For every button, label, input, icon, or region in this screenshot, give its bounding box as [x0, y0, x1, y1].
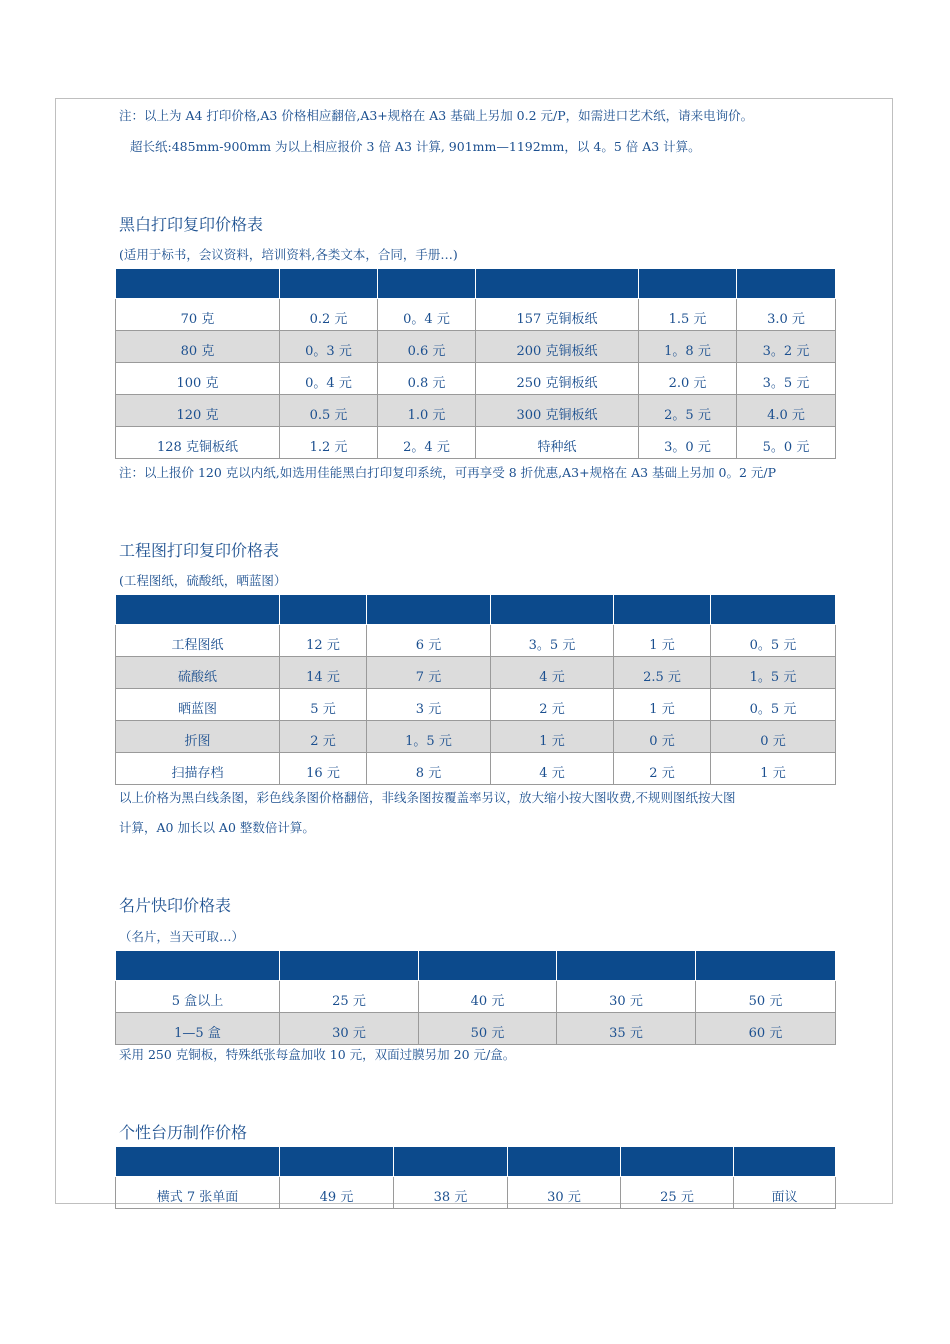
table-cell: 4 元 — [491, 753, 614, 785]
table-cell: 晒蓝图 — [116, 689, 280, 721]
table-cell: 1。5 元 — [711, 657, 836, 689]
table-cell: 40 元 — [419, 981, 557, 1013]
table-cell: 1.5 元 — [639, 299, 737, 331]
table-header-row — [116, 951, 836, 981]
table-cell: 3.0 元 — [737, 299, 836, 331]
table-cell: 0 元 — [711, 721, 836, 753]
table-cell: 0.5 元 — [280, 395, 378, 427]
header-cell — [508, 1147, 621, 1177]
header-cell — [557, 951, 696, 981]
eng-title: 工程图打印复印价格表 — [119, 541, 280, 560]
table-cell: 5 盒以上 — [116, 981, 280, 1013]
bw-title: 黑白打印复印价格表 — [119, 215, 264, 234]
header-cell — [476, 269, 639, 299]
table-cell: 2.0 元 — [639, 363, 737, 395]
header-cell — [280, 1147, 394, 1177]
table-cell: 6 元 — [367, 625, 491, 657]
top-note-2: 超长纸:485mm-900mm 为以上相应报价 3 倍 A3 计算, 901mm—1192mm，以 4。5 倍 A3 计算。 — [130, 139, 701, 154]
table-row — [116, 721, 836, 753]
table-cell: 2.5 元 — [614, 657, 711, 689]
header-cell — [491, 595, 614, 625]
table-cell: 120 克 — [116, 395, 280, 427]
table-row — [116, 981, 836, 1013]
table-row — [116, 625, 836, 657]
table-cell: 8 元 — [367, 753, 491, 785]
table-row — [116, 657, 836, 689]
table-row — [116, 331, 836, 363]
table-cell: 0.8 元 — [378, 363, 476, 395]
header-cell — [378, 269, 476, 299]
table-cell: 50 元 — [419, 1013, 557, 1045]
table-cell: 1。8 元 — [639, 331, 737, 363]
table-cell: 3。5 元 — [737, 363, 836, 395]
header-cell — [116, 595, 280, 625]
header-cell — [734, 1147, 836, 1177]
table-cell: 100 克 — [116, 363, 280, 395]
header-cell — [711, 595, 836, 625]
eng-subtitle: (工程图纸，硫酸纸，晒蓝图） — [119, 573, 287, 588]
table-row — [116, 299, 836, 331]
table-cell: 4.0 元 — [737, 395, 836, 427]
table-cell: 3。5 元 — [491, 625, 614, 657]
table-row — [116, 1177, 836, 1209]
header-cell — [419, 951, 557, 981]
table-cell: 2。4 元 — [378, 427, 476, 459]
table-cell: 25 元 — [621, 1177, 734, 1209]
header-cell — [696, 951, 836, 981]
table-row — [116, 753, 836, 785]
header-cell — [116, 1147, 280, 1177]
header-cell — [621, 1147, 734, 1177]
table-cell: 0。4 元 — [280, 363, 378, 395]
table-cell: 硫酸纸 — [116, 657, 280, 689]
table-cell: 特种纸 — [476, 427, 639, 459]
table-row — [116, 395, 836, 427]
table-cell: 1 元 — [491, 721, 614, 753]
table-cell: 128 克铜板纸 — [116, 427, 280, 459]
table-header-row — [116, 1147, 836, 1177]
table-cell: 折图 — [116, 721, 280, 753]
table-row — [116, 363, 836, 395]
table-cell: 30 元 — [557, 981, 696, 1013]
table-row — [116, 427, 836, 459]
table-cell: 157 克铜板纸 — [476, 299, 639, 331]
table-header-row — [116, 595, 836, 625]
table-cell: 80 克 — [116, 331, 280, 363]
card-price-table — [115, 950, 836, 1045]
table-cell: 70 克 — [116, 299, 280, 331]
table-cell: 1.0 元 — [378, 395, 476, 427]
table-cell: 0。3 元 — [280, 331, 378, 363]
table-cell: 0 元 — [614, 721, 711, 753]
eng-note-line-1: 以上价格为黑白线条图，彩色线条图价格翻倍，非线条图按覆盖率另议，放大缩小按大图收费,不规则图纸按大图 — [119, 790, 736, 805]
table-cell: 49 元 — [280, 1177, 394, 1209]
header-cell — [280, 595, 367, 625]
calendar-price-table — [115, 1146, 836, 1209]
table-cell: 4 元 — [491, 657, 614, 689]
table-cell: 2。5 元 — [639, 395, 737, 427]
table-cell: 5 元 — [280, 689, 367, 721]
eng-note-line-2: 计算，A0 加长以 A0 整数倍计算。 — [119, 820, 315, 835]
table-cell: 0。5 元 — [711, 625, 836, 657]
table-cell: 1.2 元 — [280, 427, 378, 459]
table-cell: 5。0 元 — [737, 427, 836, 459]
table-cell: 14 元 — [280, 657, 367, 689]
table-cell: 0.2 元 — [280, 299, 378, 331]
header-cell — [280, 951, 419, 981]
table-cell: 0。5 元 — [711, 689, 836, 721]
header-cell — [737, 269, 836, 299]
eng-price-table — [115, 594, 836, 785]
table-cell: 2 元 — [280, 721, 367, 753]
table-cell: 38 元 — [394, 1177, 508, 1209]
card-title: 名片快印价格表 — [119, 896, 232, 915]
bw-note: 注：以上报价 120 克以内纸,如选用佳能黑白打印复印系统，可再享受 8 折优惠,A3+规格在 A3 基础上另加 0。2 元/P — [119, 465, 777, 480]
table-cell: 0.6 元 — [378, 331, 476, 363]
table-cell: 0。4 元 — [378, 299, 476, 331]
table-cell: 2 元 — [614, 753, 711, 785]
table-row — [116, 1013, 836, 1045]
table-cell: 面议 — [734, 1177, 836, 1209]
table-cell: 3。0 元 — [639, 427, 737, 459]
table-cell: 30 元 — [280, 1013, 419, 1045]
card-subtitle: （名片，当天可取…） — [119, 929, 245, 944]
table-cell: 16 元 — [280, 753, 367, 785]
top-note-1: 注：以上为 A4 打印价格,A3 价格相应翻倍,A3+规格在 A3 基础上另加 0.2 元/P，如需进口艺术纸，请来电询价。 — [119, 108, 754, 123]
header-cell — [394, 1147, 508, 1177]
table-cell: 25 元 — [280, 981, 419, 1013]
table-cell: 7 元 — [367, 657, 491, 689]
table-cell: 工程图纸 — [116, 625, 280, 657]
table-cell: 横式 7 张单面 — [116, 1177, 280, 1209]
card-note: 采用 250 克铜板，特殊纸张每盒加收 10 元，双面过膜另加 20 元/盒。 — [119, 1047, 516, 1062]
table-cell: 1 元 — [711, 753, 836, 785]
table-cell: 3 元 — [367, 689, 491, 721]
header-cell — [639, 269, 737, 299]
table-cell: 2 元 — [491, 689, 614, 721]
bw-subtitle: (适用于标书，会议资料，培训资料,各类文本，合同，手册…) — [119, 247, 458, 262]
table-row — [116, 689, 836, 721]
table-cell: 250 克铜板纸 — [476, 363, 639, 395]
table-cell: 1—5 盒 — [116, 1013, 280, 1045]
header-cell — [116, 269, 280, 299]
calendar-title: 个性台历制作价格 — [119, 1123, 248, 1142]
table-cell: 200 克铜板纸 — [476, 331, 639, 363]
table-cell: 35 元 — [557, 1013, 696, 1045]
table-cell: 1。5 元 — [367, 721, 491, 753]
table-cell: 1 元 — [614, 689, 711, 721]
table-cell: 1 元 — [614, 625, 711, 657]
table-cell: 12 元 — [280, 625, 367, 657]
table-cell: 300 克铜板纸 — [476, 395, 639, 427]
table-cell: 60 元 — [696, 1013, 836, 1045]
header-cell — [367, 595, 491, 625]
header-cell — [116, 951, 280, 981]
table-cell: 3。2 元 — [737, 331, 836, 363]
table-cell: 扫描存档 — [116, 753, 280, 785]
table-cell: 30 元 — [508, 1177, 621, 1209]
header-cell — [614, 595, 711, 625]
bw-price-table — [115, 268, 836, 459]
table-header-row — [116, 269, 836, 299]
table-cell: 50 元 — [696, 981, 836, 1013]
header-cell — [280, 269, 378, 299]
